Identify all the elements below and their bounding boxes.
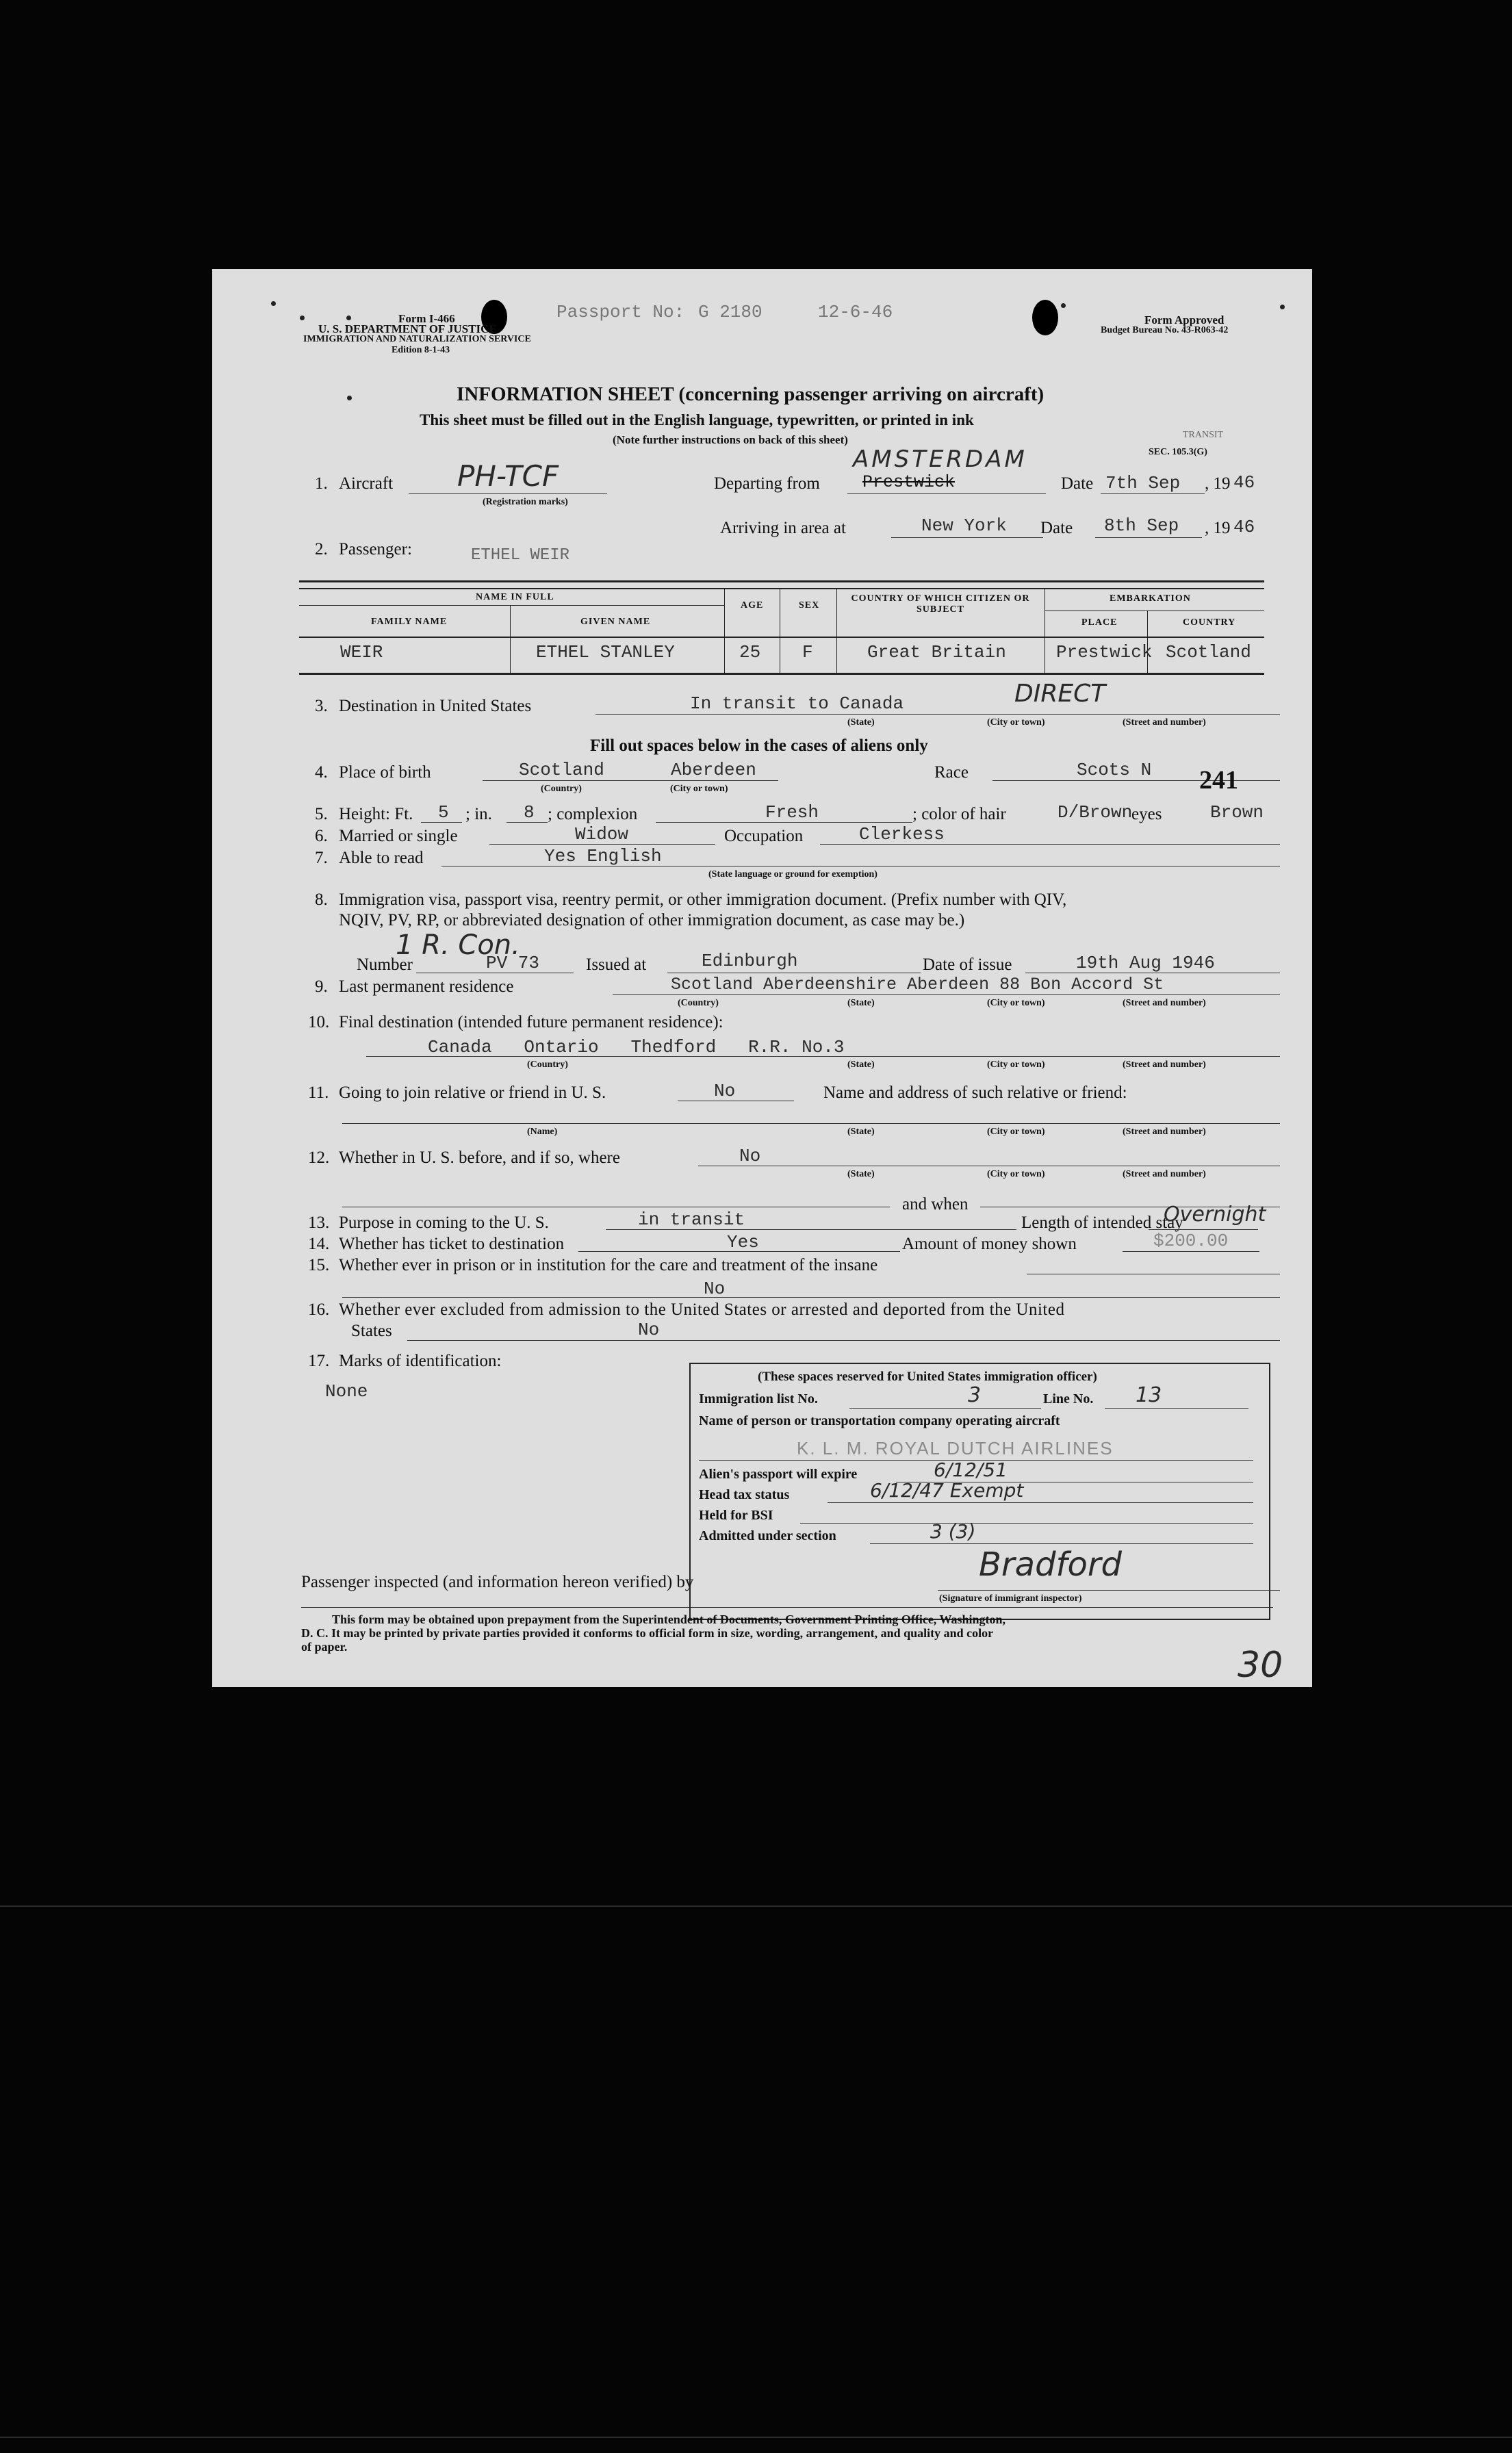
q4-label: Place of birth <box>339 763 431 782</box>
passport-label: Passport No: <box>556 302 685 322</box>
caption-city-12: (City or town) <box>987 1169 1045 1179</box>
list-label: Immigration list No. <box>699 1391 818 1407</box>
form-note: (Note further instructions on back of this sheet) <box>613 433 848 446</box>
issued-value[interactable]: Edinburgh <box>702 951 798 971</box>
expire-value[interactable]: 6/12/51 <box>934 1459 1008 1481</box>
q15-number: 15. <box>308 1256 330 1274</box>
bsi-label: Held for BSI <box>699 1508 773 1523</box>
line-value[interactable]: 13 <box>1136 1383 1162 1407</box>
caption-street-12: (Street and number) <box>1123 1169 1206 1179</box>
caption-country-9: (Country) <box>678 998 719 1008</box>
caption-city-9: (City or town) <box>987 998 1045 1008</box>
operator-label: Name of person or transportation company operating aircraft <box>699 1413 1060 1428</box>
arrival-date-value[interactable]: 8th Sep <box>1104 515 1179 536</box>
occupation-label: Occupation <box>724 827 804 845</box>
th-embarkation: EMBARKATION <box>1110 593 1191 604</box>
arrival-year[interactable]: 46 <box>1233 517 1255 537</box>
department: U. S. DEPARTMENT OF JUSTICE <box>318 322 497 335</box>
purpose-value[interactable]: in transit <box>638 1209 745 1230</box>
passport-date: 12-6-46 <box>818 302 893 322</box>
th-sex: SEX <box>799 600 820 611</box>
th-country: COUNTRY <box>1183 617 1236 628</box>
inspector-signature[interactable]: Bradford <box>979 1545 1123 1584</box>
aircraft-value[interactable]: PH-TCF <box>457 459 559 493</box>
footer-line-2: D. C. It may be printed by private parties provided it conforms to official form in size, wording, arrangement, and quality and color <box>301 1626 994 1640</box>
caption-street-9: (Street and number) <box>1123 998 1206 1008</box>
th-name-in-full: NAME IN FULL <box>476 592 554 602</box>
q3-number: 3. <box>315 697 328 715</box>
year-prefix: , 19 <box>1205 474 1231 493</box>
q14-number: 14. <box>308 1235 330 1253</box>
form-title: INFORMATION SHEET (concerning passenger arriving on aircraft) <box>457 383 1045 405</box>
footer-line-1: This form may be obtained upon prepayment from the Superintendent of Documents, Government Printing Office, Washington, <box>332 1613 1006 1626</box>
departing-label: Departing from <box>714 474 820 493</box>
ticket-value[interactable]: Yes <box>727 1232 759 1253</box>
money-value[interactable]: $200.00 <box>1153 1231 1229 1251</box>
th-age: AGE <box>741 600 764 611</box>
cell-family-name[interactable]: WEIR <box>340 642 383 663</box>
speck <box>1280 305 1285 309</box>
join-relative-value[interactable]: No <box>714 1081 736 1101</box>
line-label: Line No. <box>1043 1391 1094 1407</box>
q16-label-2: States <box>351 1322 392 1340</box>
form-subtitle: This sheet must be filled out in the English language, typewritten, or printed in ink <box>420 411 974 428</box>
speck <box>271 301 276 306</box>
arriving-value[interactable]: New York <box>921 515 1007 536</box>
stay-label: Length of intended stay <box>1021 1213 1183 1232</box>
issue-date-label: Date of issue <box>923 955 1012 974</box>
departure-date-label: Date <box>1061 474 1094 493</box>
arrival-date-label: Date <box>1040 519 1073 537</box>
th-country-citizen: COUNTRY OF WHICH CITIZEN OR SUBJECT <box>851 593 1030 615</box>
scan-artifact-line <box>0 2437 1512 2438</box>
q14-label: Whether has ticket to destination <box>339 1235 565 1253</box>
inspected-label: Passenger inspected (and information hereon verified) by <box>301 1573 694 1591</box>
height-ft[interactable]: 5 <box>438 802 449 823</box>
caption-state-11: (State) <box>847 1127 875 1137</box>
and-when-label: and when <box>902 1195 969 1213</box>
q11-number: 11. <box>308 1083 329 1102</box>
height-in[interactable]: 8 <box>524 802 535 823</box>
occupation-value[interactable]: Clerkess <box>859 824 945 845</box>
cell-country[interactable]: Scotland <box>1166 642 1251 663</box>
caption-street-10: (Street and number) <box>1123 1059 1206 1070</box>
departure-date-value[interactable]: 7th Sep <box>1105 473 1181 493</box>
th-given-name: GIVEN NAME <box>580 617 651 627</box>
q8-hand: 1 R. Con. <box>396 929 520 961</box>
race-value[interactable]: Scots N <box>1077 760 1152 780</box>
section-stamp: SEC. 105.3(G) <box>1149 447 1207 457</box>
caption-name-11: (Name) <box>527 1127 558 1137</box>
departure-year[interactable]: 46 <box>1233 472 1255 493</box>
q1-number: 1. <box>315 474 328 493</box>
marital-value[interactable]: Widow <box>575 824 629 845</box>
q9-number: 9. <box>315 977 328 996</box>
final-destination-value[interactable]: Canada Ontario Thedford R.R. No.3 <box>428 1037 845 1057</box>
complexion-value[interactable]: Fresh <box>765 802 819 823</box>
scan-artifact-line <box>0 1905 1512 1907</box>
hair-value[interactable]: D/Brown <box>1058 802 1133 823</box>
cell-age[interactable]: 25 <box>739 642 761 663</box>
tax-label: Head tax status <box>699 1487 790 1502</box>
departing-struck: Prestwick <box>862 472 956 492</box>
issue-date-value[interactable]: 19th Aug 1946 <box>1076 953 1215 973</box>
admitted-value[interactable]: 3 (3) <box>930 1520 976 1543</box>
caption-state-9: (State) <box>847 998 875 1008</box>
read-value[interactable]: Yes English <box>544 846 662 866</box>
q3-label: Destination in United States <box>339 697 532 715</box>
q17-number: 17. <box>308 1352 330 1370</box>
destination-value[interactable]: In transit to Canada <box>690 693 904 714</box>
transit-stamp: TRANSIT <box>1183 430 1224 440</box>
destination-hand: DIRECT <box>1014 680 1106 708</box>
q10-label: Final destination (intended future permanent residence): <box>339 1013 723 1031</box>
caption-city-10: (City or town) <box>987 1059 1045 1070</box>
q2-label: Passenger: <box>339 540 412 558</box>
race-label: Race <box>934 763 969 782</box>
stay-value[interactable]: Overnight <box>1164 1203 1266 1226</box>
information-sheet <box>212 269 1312 1687</box>
departing-value[interactable]: AMSTERDAM <box>853 446 1027 473</box>
caption-city: (City or town) <box>987 717 1045 728</box>
caption-city-4: (City or town) <box>670 784 728 794</box>
q12-label: Whether in U. S. before, and if so, where <box>339 1148 620 1167</box>
cell-citizen[interactable]: Great Britain <box>867 642 1006 663</box>
visa-number-label: Number <box>357 955 413 974</box>
caption-country-4: (Country) <box>541 784 582 794</box>
operator-stamp[interactable]: K. L. M. ROYAL DUTCH AIRLINES <box>797 1438 1114 1459</box>
form-number: Form I-466 <box>398 312 455 325</box>
q13-label: Purpose in coming to the U. S. <box>339 1213 549 1232</box>
caption-city-11: (City or town) <box>987 1127 1045 1137</box>
arriving-label: Arriving in area at <box>720 519 846 537</box>
aliens-note: Fill out spaces below in the cases of aliens only <box>590 736 928 755</box>
punch-hole <box>1032 300 1058 335</box>
q7-number: 7. <box>315 849 328 867</box>
caption-state-12: (State) <box>847 1169 875 1179</box>
eyes-label: eyes <box>1131 805 1162 823</box>
complexion-label: ; complexion <box>548 805 638 823</box>
registration-caption: (Registration marks) <box>483 497 568 507</box>
form-approved: Form Approved <box>1144 313 1225 326</box>
q8-line1: Immigration visa, passport visa, reentry permit, or other immigration document. (Prefix number with QIV, <box>339 890 1067 909</box>
speck <box>1061 303 1066 308</box>
q16-label: Whether ever excluded from admission to the United States or arrested and deported from the United <box>339 1300 1065 1319</box>
q16-number: 16. <box>308 1300 330 1319</box>
q1-label: Aircraft <box>339 474 394 493</box>
relative-address-label: Name and address of such relative or friend: <box>823 1083 1127 1102</box>
officer-box-title: (These spaces reserved for United States immigration officer) <box>758 1370 1097 1384</box>
th-place: PLACE <box>1081 617 1118 628</box>
edition: Edition 8-1-43 <box>392 345 450 355</box>
eyes-value[interactable]: Brown <box>1210 802 1264 823</box>
caption-street: (Street and number) <box>1123 717 1206 728</box>
residence-value[interactable]: Scotland Aberdeenshire Aberdeen 88 Bon Accord St <box>671 975 1164 994</box>
speck <box>300 316 305 320</box>
q12-number: 12. <box>308 1148 330 1167</box>
height-in-label: ; in. <box>465 805 492 823</box>
cell-place[interactable]: Prestwick <box>1056 642 1153 663</box>
footer-line-3: of paper. <box>301 1640 348 1654</box>
expire-label: Alien's passport will expire <box>699 1467 858 1482</box>
q6-label: Married or single <box>339 827 458 845</box>
caption-state: (State) <box>847 717 875 728</box>
q7-label: Able to read <box>339 849 424 867</box>
excluded-value[interactable]: No <box>638 1320 660 1340</box>
year-prefix-2: , 19 <box>1205 519 1231 537</box>
q10-number: 10. <box>308 1013 330 1031</box>
money-label: Amount of money shown <box>902 1235 1077 1253</box>
caption-state-lang: (State language or ground for exemption) <box>708 869 877 879</box>
speck <box>346 316 351 320</box>
marks-value[interactable]: None <box>325 1381 368 1402</box>
speck <box>347 396 352 400</box>
q17-label: Marks of identification: <box>339 1352 502 1370</box>
stamp-number: 241 <box>1199 766 1238 795</box>
passport-number: G 2180 <box>698 302 763 322</box>
q13-number: 13. <box>308 1213 330 1232</box>
admitted-label: Admitted under section <box>699 1528 836 1543</box>
signature-caption: (Signature of immigrant inspector) <box>939 1593 1082 1604</box>
visa-number-value[interactable]: PV 73 <box>486 953 540 973</box>
birth-city[interactable]: Aberdeen <box>671 760 756 780</box>
cell-given-name[interactable]: ETHEL STANLEY <box>536 642 675 663</box>
page-mark: 30 <box>1238 1645 1283 1686</box>
q11-label: Going to join relative or friend in U. S. <box>339 1083 606 1102</box>
q9-label: Last permanent residence <box>339 977 514 996</box>
q5-number: 5. <box>315 805 328 823</box>
caption-country-10: (Country) <box>527 1059 568 1070</box>
issued-label: Issued at <box>586 955 647 974</box>
hair-label: ; color of hair <box>912 805 1006 823</box>
q6-number: 6. <box>315 827 328 845</box>
tax-value[interactable]: 6/12/47 Exempt <box>870 1479 1024 1502</box>
q2-number: 2. <box>315 540 328 558</box>
q8-line2: NQIV, PV, RP, or abbreviated designation of other immigration document, as case may be.) <box>339 911 965 929</box>
list-value[interactable]: 3 <box>968 1383 982 1407</box>
q8-number: 8. <box>315 890 328 909</box>
prison-value[interactable]: No <box>704 1279 726 1299</box>
q15-label: Whether ever in prison or in institution for the care and treatment of the insane <box>339 1256 878 1274</box>
passenger-value[interactable]: ETHEL WEIR <box>471 546 570 565</box>
us-before-value[interactable]: No <box>739 1146 761 1166</box>
service: IMMIGRATION AND NATURALIZATION SERVICE <box>303 334 531 344</box>
caption-state-10: (State) <box>847 1059 875 1070</box>
q4-number: 4. <box>315 763 328 782</box>
caption-street-11: (Street and number) <box>1123 1127 1206 1137</box>
birth-country[interactable]: Scotland <box>519 760 604 780</box>
th-family-name: FAMILY NAME <box>371 617 448 627</box>
budget-bureau: Budget Bureau No. 43-R063-42 <box>1101 325 1229 335</box>
cell-sex[interactable]: F <box>802 642 813 663</box>
q5-label: Height: Ft. <box>339 805 413 823</box>
